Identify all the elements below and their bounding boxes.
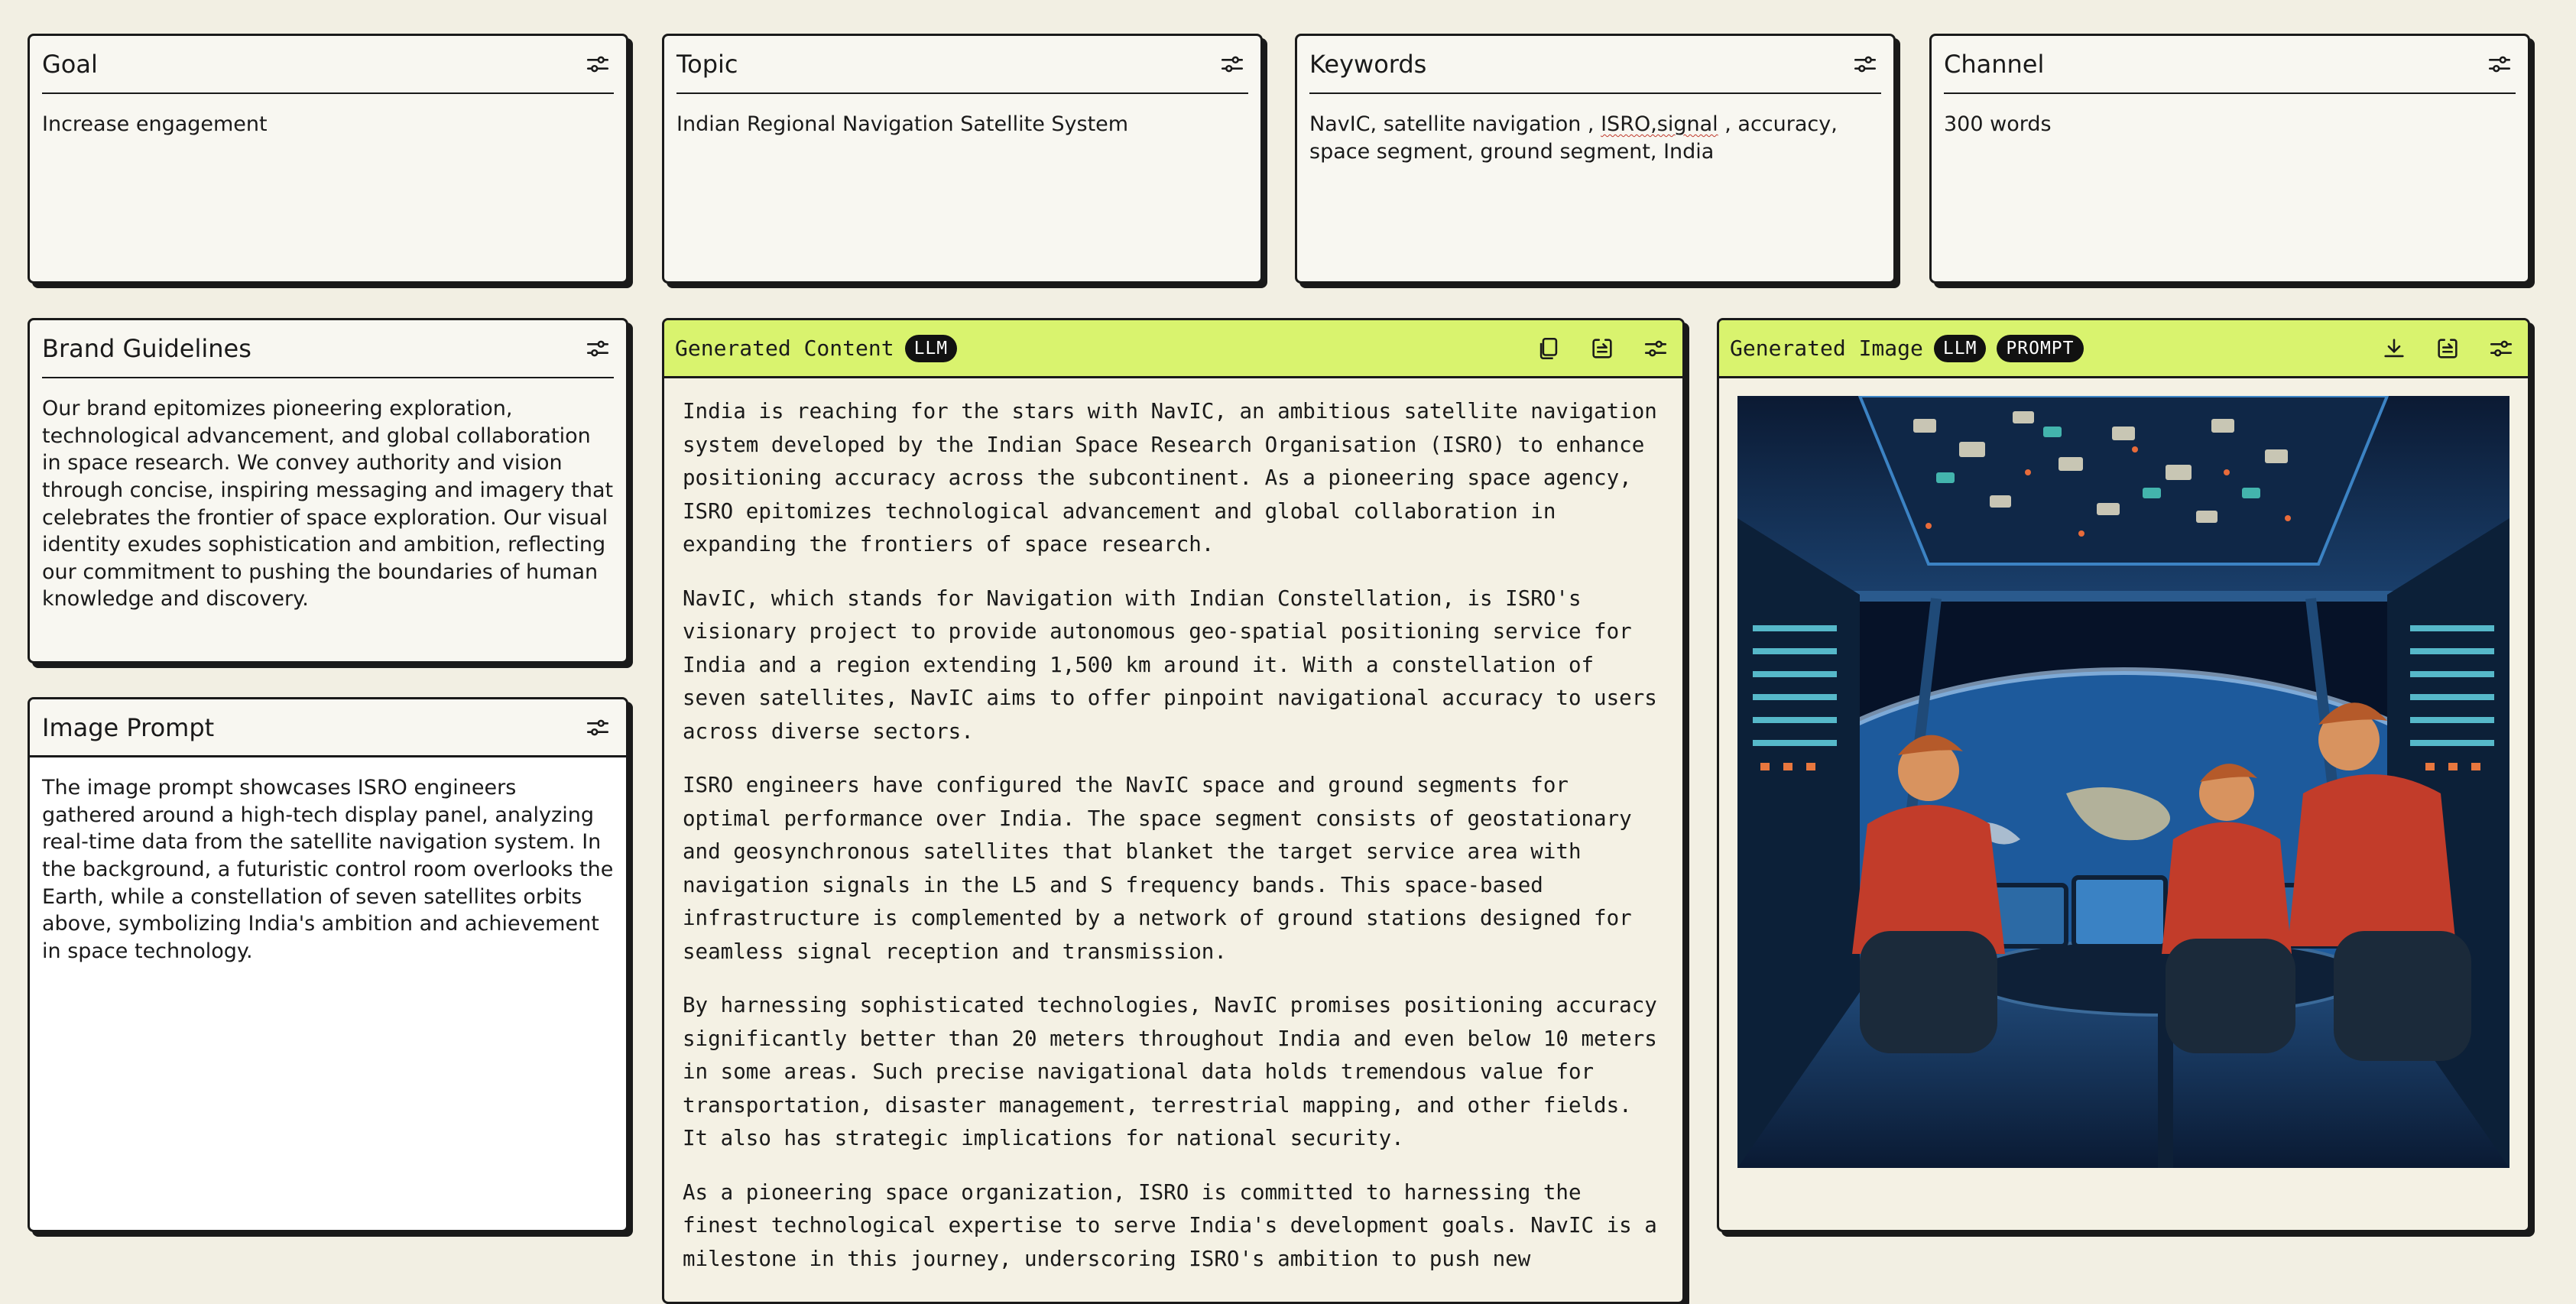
generated-image-title-group	[1730, 335, 2084, 362]
image-prompt-header	[30, 699, 626, 757]
topic-value[interactable]: Indian Regional Navigation Satellite System	[676, 112, 1129, 136]
topic-title: Topic	[676, 50, 738, 79]
llm-badge: LLM	[1934, 335, 1987, 362]
keywords-card-header	[1309, 36, 1881, 94]
topic-card-header	[676, 36, 1248, 94]
sliders-icon[interactable]	[2484, 48, 2516, 80]
goal-card-header	[42, 36, 614, 94]
brand-guidelines-card	[28, 318, 628, 663]
content-paragraph: NavIC, which stands for Navigation with Indian Constellation, is ISRO's visionary project to provide autonomous geo-spatial positioning service for India and a region extending 1,500 km around it. With a constellation of seven satellites, NavIC aims to offer pinpoint navigational accuracy to users across diverse sectors.	[683, 586, 1657, 744]
keywords-text-part1: NavIC, satellite navigation ,	[1309, 112, 1601, 136]
send-to-icon[interactable]	[1586, 332, 1618, 365]
send-to-icon[interactable]	[2432, 332, 2464, 365]
brand-guidelines-value[interactable]: Our brand epitomizes pioneering exploration, technological advancement, and global collaboration in space research. We convey authority and vision through concise, inspiring messaging and imagery that celebrates the frontier of space exploration. Our visual identity exudes sophistication and ambition, reflecting our commitment to pushing the boundaries of human knowledge and discovery.	[42, 397, 614, 611]
generated-image-title: Generated Image	[1730, 336, 1923, 361]
sliders-icon[interactable]	[582, 332, 614, 365]
image-prompt-title: Image Prompt	[42, 712, 215, 742]
sliders-icon[interactable]	[1216, 48, 1248, 80]
topic-card	[662, 34, 1263, 284]
content-paragraph: ISRO engineers have configured the NavIC space and ground segments for optimal performance over India. The space segment consists of geostationary and geosynchronous satellites that blanket the target service area with navigation signals in the L5 and S frequency bands. This space-based infrastructure is complemented by a network of ground stations designed for seamless signal reception and transmission.	[683, 773, 1632, 964]
sliders-icon[interactable]	[582, 712, 614, 744]
channel-card-header	[1944, 36, 2516, 94]
generated-content-title: Generated Content	[675, 336, 894, 361]
copy-icon[interactable]	[1533, 332, 1565, 365]
keywords-text-part2: , accuracy, space segment, ground segment, India	[1309, 112, 1838, 164]
generated-content-header	[664, 320, 1682, 378]
keywords-value[interactable]	[1297, 94, 1893, 182]
content-paragraph: By harnessing sophisticated technologies, NavIC promises positioning accuracy significantly better than 20 meters throughout India and even below 10 meters in some areas. Such precise navigational data holds tremendous value for transportation, disaster management, terrestrial mapping, and other fields. It also has strategic implications for national security.	[683, 993, 1657, 1150]
generated-content-body[interactable]	[664, 378, 1682, 1276]
prompt-badge: PROMPT	[1997, 335, 2083, 362]
generated-image[interactable]	[1737, 396, 2509, 1168]
generated-image-header	[1719, 320, 2528, 378]
image-prompt-card	[28, 697, 628, 1232]
image-prompt-value[interactable]: The image prompt showcases ISRO engineers gathered around a high-tech display panel, analyzing real-time data from the satellite navigation system. In the background, a futuristic control room overlooks the Earth, while a constellation of seven satellites orbits above, symbolizing India's ambition and achievement in space technology.	[42, 776, 614, 963]
content-paragraph: India is reaching for the stars with NavIC, an ambitious satellite navigation system developed by the Indian Space Research Organisation (ISRO) to enhance positioning accuracy across the subcontinent. As a pioneering space agency, ISRO epitomizes technological advancement and global collaboration in expanding the frontiers of space research.	[683, 399, 1657, 556]
download-icon[interactable]	[2378, 332, 2410, 365]
keywords-title: Keywords	[1309, 50, 1427, 79]
sliders-icon[interactable]	[1849, 48, 1881, 80]
llm-badge: LLM	[905, 335, 958, 362]
generated-image-actions	[2378, 332, 2517, 365]
generated-content-actions	[1533, 332, 1672, 365]
sliders-icon[interactable]	[1640, 332, 1672, 365]
control-room-illustration	[1737, 396, 2509, 1168]
content-paragraph: As a pioneering space organization, ISRO is committed to harnessing the finest technological expertise to serve India's development goals. NavIC is a milestone in this journey, underscoring ISRO's ambition to push new	[683, 1179, 1657, 1271]
generated-content-title-group	[675, 335, 957, 362]
brand-guidelines-header	[42, 320, 614, 378]
brand-guidelines-title: Brand Guidelines	[42, 334, 251, 363]
keywords-card	[1295, 34, 1896, 284]
goal-card	[28, 34, 628, 284]
channel-title: Channel	[1944, 50, 2045, 79]
generated-image-panel	[1717, 318, 2530, 1232]
goal-value[interactable]: Increase engagement	[42, 112, 268, 136]
channel-card	[1929, 34, 2530, 284]
goal-title: Goal	[42, 50, 98, 79]
channel-value[interactable]: 300 words	[1944, 112, 2052, 136]
sliders-icon[interactable]	[2485, 332, 2517, 365]
generated-content-panel	[662, 318, 1685, 1304]
sliders-icon[interactable]	[582, 48, 614, 80]
keywords-misspelled: ISRO,signal	[1601, 112, 1718, 136]
